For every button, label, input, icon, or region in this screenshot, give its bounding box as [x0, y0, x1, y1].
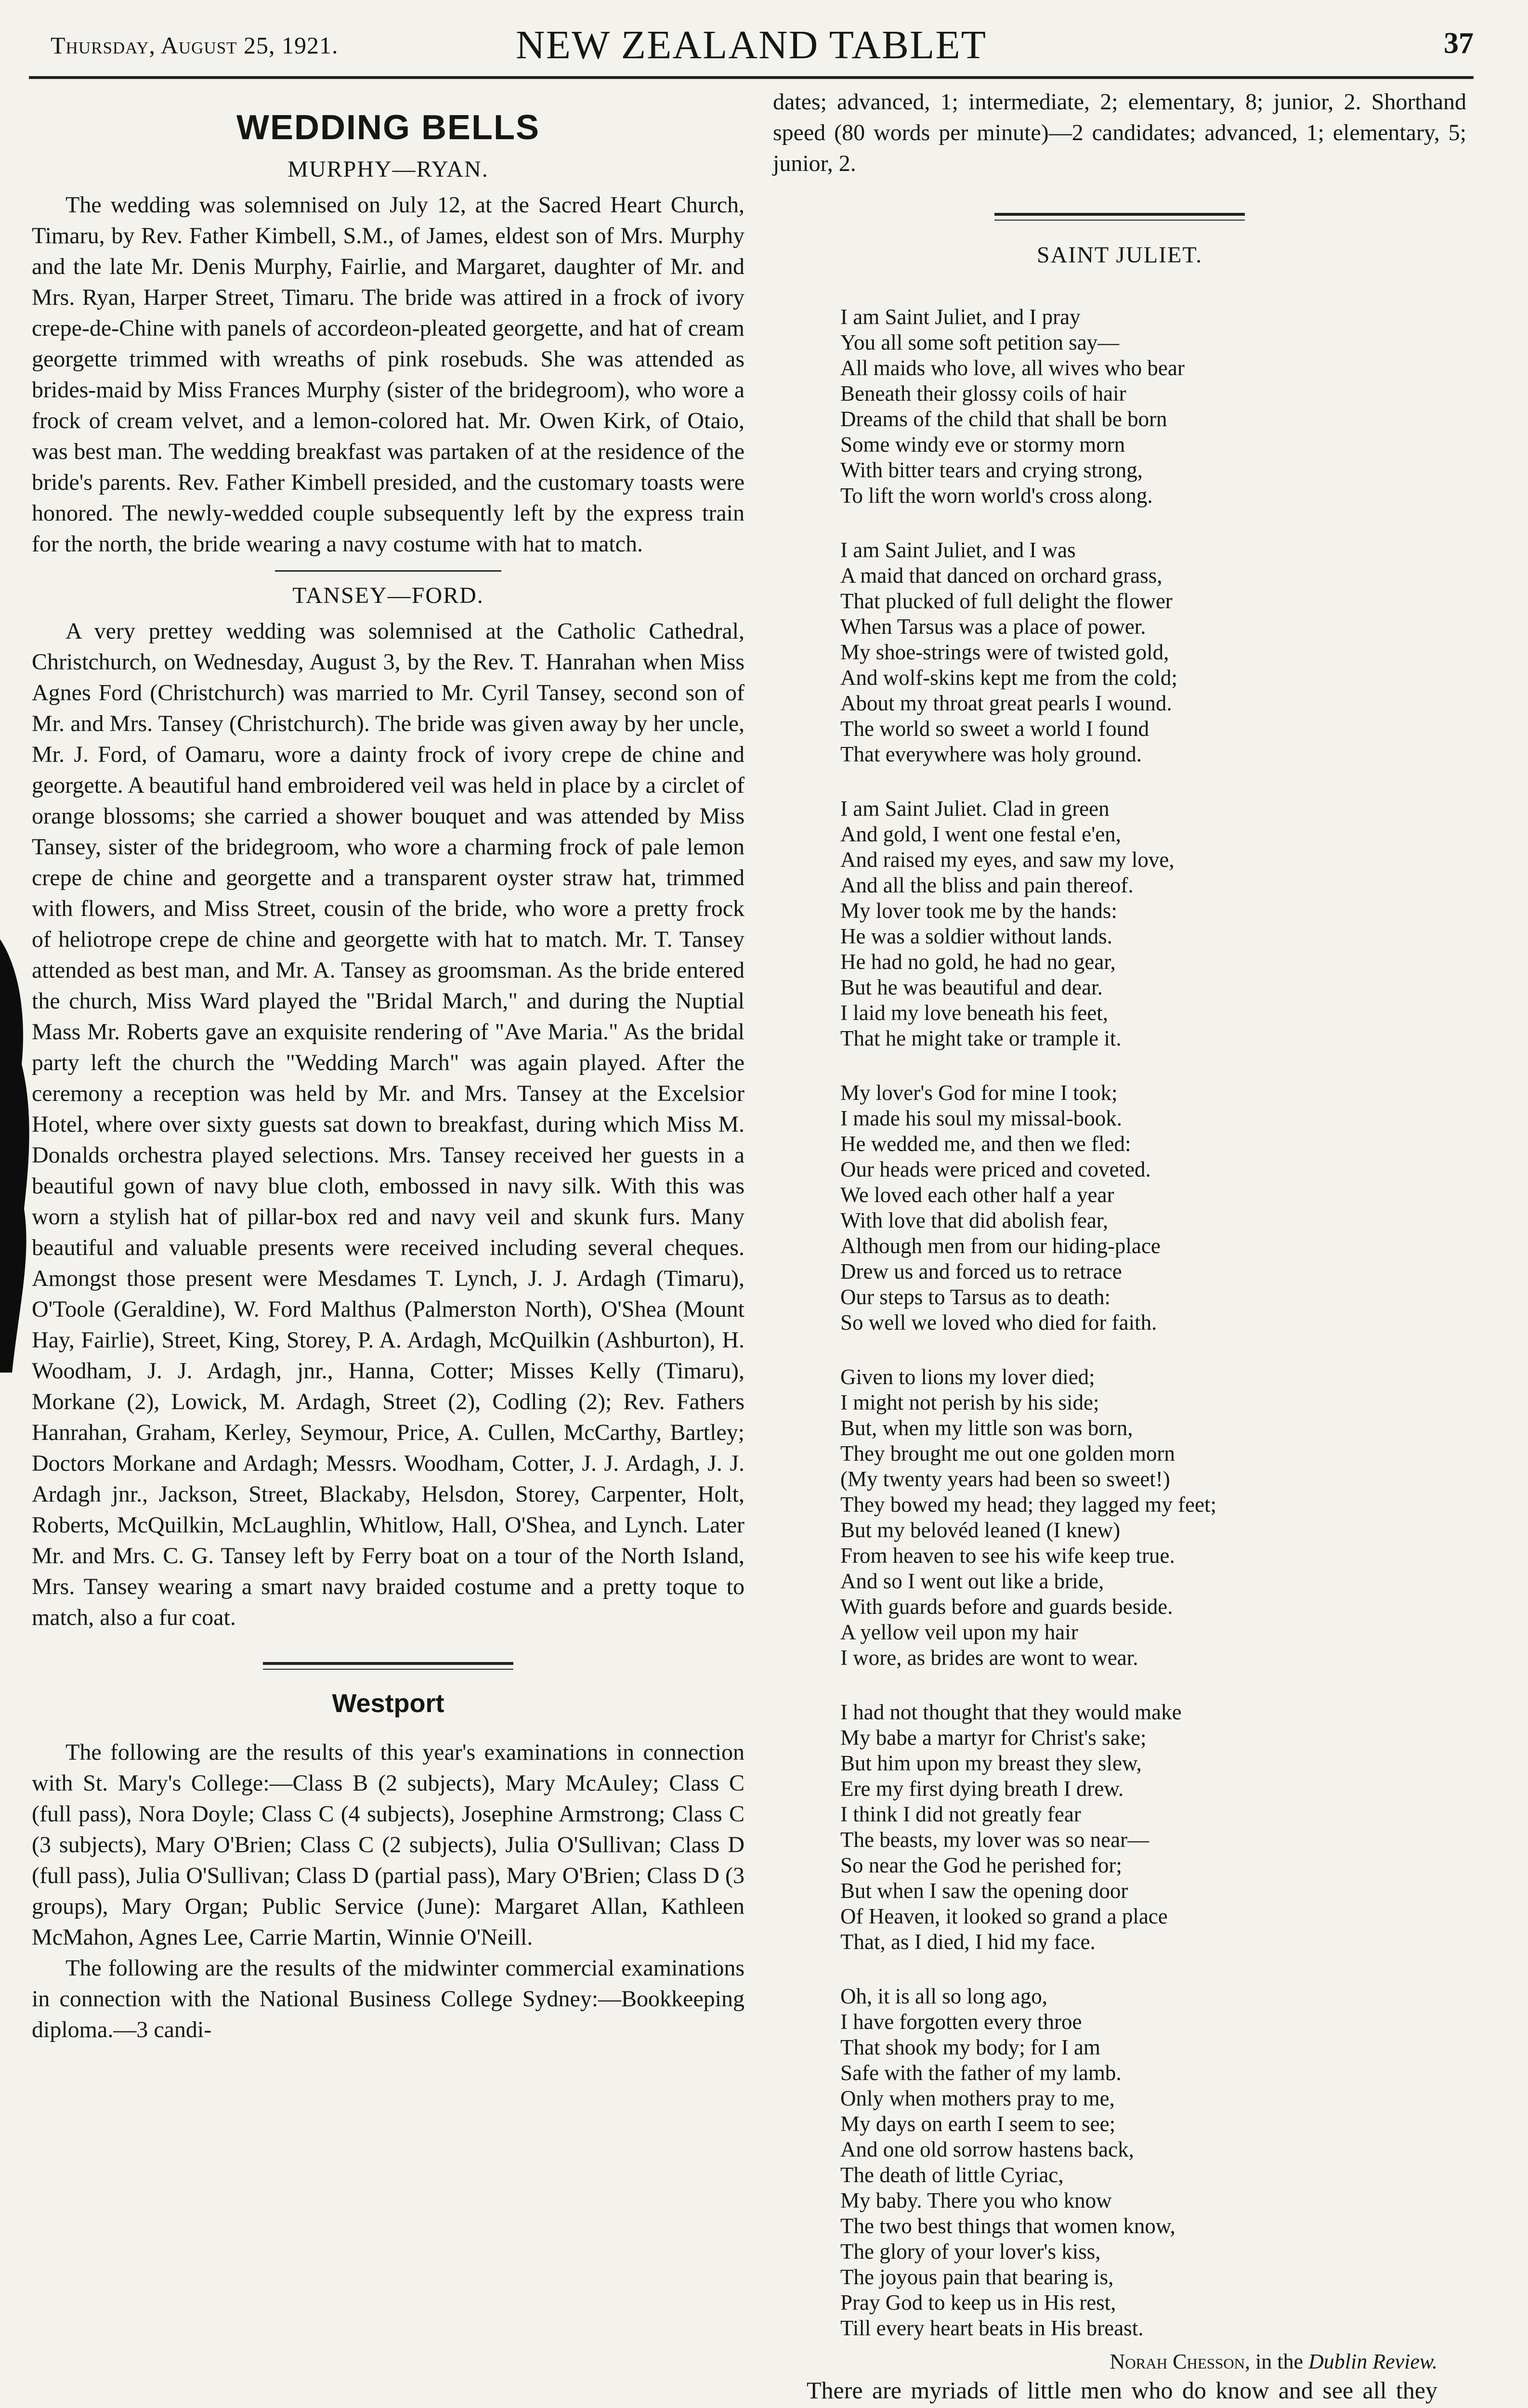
poem-title: SAINT JULIET.	[1036, 242, 1203, 268]
poem-line: My baby. There you who know	[840, 2188, 1112, 2212]
poem-line: My lover's God for mine I took;	[840, 1081, 1118, 1105]
poem-line: They brought me out one golden morn	[840, 1441, 1175, 1466]
poem-line: He was a soldier without lands.	[840, 924, 1112, 948]
westport-heading: Westport	[332, 1689, 444, 1718]
closing-paragraph: There are myriads of little men who do know and see all they	[807, 2377, 1437, 2404]
poem-line: I might not perish by his side;	[840, 1390, 1099, 1414]
poem-stanza	[840, 1984, 1466, 2341]
poem-line: And wolf-skins kept me from the cold;	[840, 666, 1177, 690]
poem-stanza	[840, 1080, 1466, 1335]
murphy-ryan-text: The wedding was solemnised on July 12, at the Sacred Heart Church, Timaru, by Rev. Father Kimbell, S.M., of James, eldest son of Mrs. Murphy and the late Mr. Denis Murphy, Fairlie, and Margaret, daughter of Mr. and Mrs. Ryan, Harper Street, Timaru. The bride was attired in a frock of ivory crepe-de-Chine with panels of accordeon-pleated georgette, and hat of cream georgette trimmed with wreaths of pink rosebuds. She was attended as brides-maid by Miss Frances Murphy (sister of the bridegroom), who wore a frock of cream velvet, and a lemon-colored hat. Mr. Owen Kirk, of Otaio, was best man. The wedding breakfast was partaken of at the residence of the bride's parents. Rev. Father Kimbell presided, and the customary toasts were honored. The newly-wedded couple subsequently left by the express train for the north, the bride wearing a navy costume with hat to match.	[32, 192, 744, 557]
poem-author: Norah Chesson,	[1110, 2350, 1251, 2373]
tansey-ford-heading: TANSEY—FORD.	[292, 583, 484, 608]
header-rule	[29, 76, 1474, 79]
poem-line: A yellow veil upon my hair	[840, 1620, 1078, 1644]
poem-line: But my belovéd leaned (I knew)	[840, 1518, 1121, 1542]
poem-line: And all the bliss and pain thereof.	[840, 873, 1134, 897]
poem-line: So well we loved who died for faith.	[840, 1310, 1157, 1335]
poem-line: That shook my body; for I am	[840, 2035, 1100, 2059]
poem-line: I am Saint Juliet, and I was	[840, 538, 1076, 562]
poem-line: The beasts, my lover was so near—	[840, 1828, 1149, 1852]
westport-results-text: The following are the results of this year's examinations in connection with St. Mary's College:—Class B (2 subjects), Mary McAuley; Class C (full pass), Nora Doyle; Class C (4 subjects), Josephine Armstrong; Class C (3 subjects), Mary O'Brien; Class C (2 subjects), Julia O'Sullivan; Class D (full pass), Julia O'Sullivan; Class D (partial pass), Mary O'Brien; Class D (3 groups), Mary Organ; Public Service (June): Margaret Allan, Kathleen McMahon, Agnes Lee, Carrie Martin, Winnie O'Neill.	[32, 1740, 744, 1950]
poem-line: My babe a martyr for Christ's sake;	[840, 1726, 1147, 1750]
poem-line: Although men from our hiding-place	[840, 1234, 1161, 1258]
page-number: 37	[1444, 27, 1474, 60]
poem-line: The world so sweet a world I found	[840, 717, 1149, 741]
poem-line: Till every heart beats in His breast.	[840, 2316, 1144, 2340]
torn-margin-mark	[0, 939, 36, 1373]
poem-line: That plucked of full delight the flower	[840, 589, 1173, 613]
poem-line: With bitter tears and crying strong,	[840, 458, 1143, 482]
poem-line: And so I went out like a bride,	[840, 1569, 1104, 1593]
poem-line: He wedded me, and then we fled:	[840, 1132, 1131, 1156]
poem-line: Safe with the father of my lamb.	[840, 2061, 1122, 2085]
poem-line: Drew us and forced us to retrace	[840, 1259, 1122, 1283]
poem-line: So near the God he perished for;	[840, 1853, 1122, 1877]
poem-line: We loved each other half a year	[840, 1183, 1114, 1207]
poem-line: (My twenty years had been so sweet!)	[840, 1467, 1170, 1491]
poem-line: To lift the worn world's cross along.	[840, 484, 1153, 508]
poem-line: The joyous pain that bearing is,	[840, 2265, 1114, 2289]
poem-line: I am Saint Juliet. Clad in green	[840, 797, 1110, 821]
poem-line: But when I saw the opening door	[840, 1879, 1128, 1903]
poem-line: That he might take or trample it.	[840, 1026, 1122, 1050]
poem-line: Some windy eve or stormy morn	[840, 432, 1125, 457]
poem-line: A maid that danced on orchard grass,	[840, 563, 1162, 588]
poem-line: My days on earth I seem to see;	[840, 2112, 1116, 2136]
poem-line: But he was beautiful and dear.	[840, 975, 1103, 999]
poem-stanza	[840, 796, 1466, 1051]
poem-line: They bowed my head; they lagged my feet;	[840, 1492, 1216, 1517]
poem-line: With guards before and guards beside.	[840, 1595, 1173, 1619]
poem-line: Of Heaven, it looked so grand a place	[840, 1904, 1168, 1928]
poem-line: But him upon my breast they slew,	[840, 1751, 1142, 1775]
westport-continuation-text: dates; advanced, 1; intermediate, 2; elementary, 8; junior, 2. Shorthand speed (80 words per minute)—2 candidates; advanced, 1; elementary, 5; junior, 2.	[773, 89, 1466, 176]
poem-line: And raised my eyes, and saw my love,	[840, 848, 1175, 872]
poem-line: The two best things that women know,	[840, 2214, 1175, 2238]
left-column	[32, 87, 744, 2045]
poem-double-rule	[994, 213, 1245, 221]
poem-line: You all some soft petition say—	[840, 330, 1120, 354]
tansey-ford-text: A very prettey wedding was solemnised at the Catholic Cathedral, Christchurch, on Wednesday, August 3, by the Rev. T. Hanrahan when Miss Agnes Ford (Christchurch) was married to Mr. Cyril Tansey, second son of Mr. and Mrs. Tansey (Christchurch). The bride was given away by her uncle, Mr. J. Ford, of Oamaru, wore a dainty frock of ivory crepe de chine and georgette. A beautiful hand embroidered veil was held in place by a circlet of orange blossoms; she carried a shower bouquet and was attended by Miss Tansey, sister of the bridegroom, who wore a charming frock of pale lemon crepe de chine and georgette and a transparent oyster straw hat, trimmed with flowers, and Miss Street, cousin of the bride, who wore a pretty frock of heliotrope crepe de chine and georgette with hat to match. Mr. T. Tansey attended as best man, and Mr. A. Tansey as groomsman. As the bride entered the church, Miss Ward played the "Bridal March," and during the Nuptial Mass Mr. Roberts gave an exquisite rendering of "Ave Maria." As the bridal party left the church the "Wedding March" was again played. After the ceremony a reception was held by Mr. and Mrs. Tansey at the Excelsior Hotel, where over sixty guests sat down to breakfast, during which Miss M. Donalds orchestra played selections. Mrs. Tansey received her guests in a beautiful gown of navy blue cloth, embossed in navy silk. With this was worn a stylish hat of pillar-box red and navy veil and skunk furs. Many beautiful and valuable presents were received including several cheques. Amongst those present were Mesdames T. Lynch, J. J. Ardagh (Timaru), O'Toole (Geraldine), W. Ford Malthus (Palmerston North), O'Shea (Mount Hay, Fairlie), Street, King, Storey, P. A. Ardagh, McQuilkin (Ashburton), H. Woodham, J. J. Ardagh, jnr., Hanna, Cotter; Misses Kelly (Timaru), Morkane (2), Lowick, M. Ardagh, Street (2), Codling (2); Rev. Fathers Hanrahan, Graham, Kerley, Seymour, Price, A. Cullen, McCarthy, Bartley; Doctors Morkane and Ardagh; Messrs. Woodham, Cotter, J. J. Ardagh, J. J. Ardagh jnr., Jackson, Street, Blackaby, Helsdon, Storey, Carpenter, Holt, Roberts, McQuilkin, McLaughlin, Whitlow, Hall, O'Shea, and Lynch. Later Mr. and Mrs. C. G. Tansey left by Ferry boat on a tour of the North Island, Mrs. Tansey wearing a smart navy braided costume and a pretty toque to match, also a fur coat.	[32, 618, 744, 1630]
poem-body	[773, 304, 1466, 2341]
poem-stanza	[840, 537, 1466, 767]
poem-line: I had not thought that they would make	[840, 1700, 1182, 1724]
poem-line: He had no gold, he had no gear,	[840, 950, 1116, 974]
poem-line: That everywhere was holy ground.	[840, 742, 1142, 766]
poem-line: Our steps to Tarsus as to death:	[840, 1285, 1110, 1309]
poem-line: The death of little Cyriac,	[840, 2163, 1064, 2187]
poem-line: Beneath their glossy coils of hair	[840, 381, 1126, 406]
poem-stanza	[840, 1364, 1466, 1671]
poem-stanza	[840, 304, 1466, 509]
poem-line: Dreams of the child that shall be born	[840, 407, 1167, 431]
section-rule	[275, 570, 501, 572]
poem-line: I wore, as brides are wont to wear.	[840, 1646, 1138, 1670]
poem-line: Oh, it is all so long ago,	[840, 1984, 1047, 2008]
poem-line: Our heads were priced and coveted.	[840, 1157, 1151, 1181]
poem-line: Ere my first dying breath I drew.	[840, 1777, 1124, 1801]
poem-line: That, as I died, I hid my face.	[840, 1930, 1096, 1954]
poem-line: From heaven to see his wife keep true.	[840, 1544, 1175, 1568]
poem-attribution	[773, 2349, 1437, 2375]
poem-attribution-in: in the	[1255, 2350, 1303, 2373]
poem-line: And gold, I went one festal e'en,	[840, 822, 1121, 846]
poem-line: But, when my little son was born,	[840, 1416, 1133, 1440]
poem-line: I think I did not greatly fear	[840, 1802, 1081, 1826]
poem-line: My lover took me by the hands:	[840, 899, 1117, 923]
section-double-rule	[263, 1662, 513, 1670]
poem-line: When Tarsus was a place of power.	[840, 615, 1146, 639]
poem-line: I am Saint Juliet, and I pray	[840, 305, 1081, 329]
poem-source: Dublin Review.	[1308, 2350, 1437, 2373]
westport-commercial-text: The following are the results of the midwinter commercial examinations in connection with the National Business College Sydney:—Bookkeeping diploma.—3 candi-	[32, 1955, 744, 2042]
wedding-bells-heading: WEDDING BELLS	[236, 108, 540, 147]
poem-line: Pray God to keep us in His rest,	[840, 2290, 1116, 2315]
right-column	[773, 87, 1466, 2408]
poem-line: Only when mothers pray to me,	[840, 2086, 1115, 2110]
newspaper-title: NEW ZEALAND TABLET	[515, 23, 987, 67]
poem-line: About my throat great pearls I wound.	[840, 691, 1172, 715]
murphy-ryan-heading: MURPHY—RYAN.	[287, 157, 489, 182]
issue-date: Thursday, August 25, 1921.	[51, 32, 339, 59]
poem-line: I made his soul my missal-book.	[840, 1106, 1122, 1130]
page-header	[29, 19, 1474, 72]
poem-line: I have forgotten every throe	[840, 2010, 1082, 2034]
poem-line: With love that did abolish fear,	[840, 1208, 1109, 1232]
poem-line: The glory of your lover's kiss,	[840, 2239, 1101, 2264]
poem-line: I laid my love beneath his feet,	[840, 1001, 1109, 1025]
poem-line: And one old sorrow hastens back,	[840, 2137, 1134, 2161]
poem-stanza	[840, 1700, 1466, 1955]
poem-line: My shoe-strings were of twisted gold,	[840, 640, 1169, 664]
poem-line: Given to lions my lover died;	[840, 1365, 1095, 1389]
poem-line: All maids who love, all wives who bear	[840, 356, 1185, 380]
